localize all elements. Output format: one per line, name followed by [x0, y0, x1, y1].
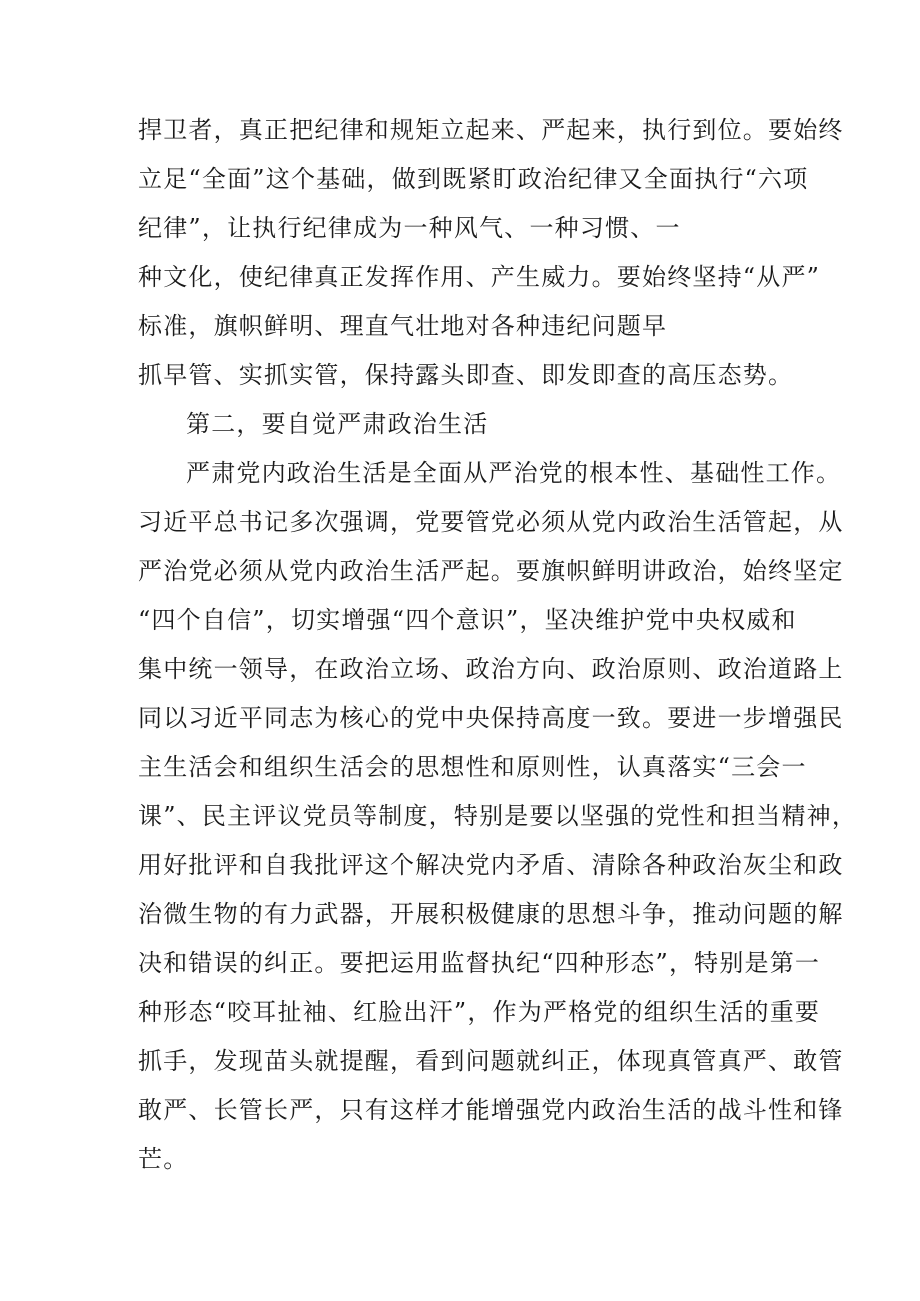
text-line: 种形态“咬耳扯袖、红脸出汗”，作为严格党的组织生活的重要 — [138, 998, 821, 1026]
text-line: 同以习近平同志为核心的党中央保持高度一致。要进一步增强民 — [138, 704, 844, 732]
text-line: 决和错误的纠正。要把运用监督执纪“四种形态”，特别是第一 — [138, 949, 821, 977]
text-line: 标准，旗帜鲜明、理直气壮地对各种违纪问题早 — [138, 312, 668, 340]
text-line: 立足“全面”这个基础，做到既紧盯政治纪律又全面执行“六项 — [138, 165, 809, 193]
text-line: 治微生物的有力武器，开展积极健康的思想斗争，推动问题的解 — [138, 900, 844, 928]
text-line: 用好批评和自我批评这个解决党内矛盾、清除各种政治灰尘和政 — [138, 851, 844, 879]
text-line: 集中统一领导，在政治立场、政治方向、政治原则、政治道路上 — [138, 655, 844, 683]
section-heading: 第二，要自觉严肃政治生活 — [186, 410, 489, 438]
text-line: 严肃党内政治生活是全面从严治党的根本性、基础性工作。 — [186, 459, 842, 487]
text-line: 抓早管、实抓实管，保持露头即查、即发即查的高压态势。 — [138, 361, 794, 389]
text-line: 习近平总书记多次强调，党要管党必须从党内政治生活管起，从 — [138, 508, 844, 536]
text-line: 严治党必须从党内政治生活严起。要旗帜鲜明讲政治，始终坚定 — [138, 557, 844, 585]
text-line: 主生活会和组织生活会的思想性和原则性，认真落实“三会一 — [138, 753, 807, 781]
text-line: 捍卫者，真正把纪律和规矩立起来、严起来，执行到位。要始终 — [138, 116, 844, 144]
text-line: 抓手，发现苗头就提醒，看到问题就纠正，体现真管真严、敢管 — [138, 1047, 844, 1075]
text-line: 课”、民主评议党员等制度，特别是要以坚强的党性和担当精神， — [138, 802, 858, 830]
text-line: 种文化，使纪律真正发挥作用、产生威力。要始终坚持“从严” — [138, 263, 821, 291]
text-line: 芒。 — [138, 1145, 189, 1173]
text-line: “四个自信”，切实增强“四个意识”，坚决维护党中央权威和 — [138, 606, 797, 634]
text-line: 纪律”，让执行纪律成为一种风气、一种习惯、一 — [138, 214, 681, 242]
text-line: 敢严、长管长严，只有这样才能增强党内政治生活的战斗性和锋 — [138, 1096, 844, 1124]
